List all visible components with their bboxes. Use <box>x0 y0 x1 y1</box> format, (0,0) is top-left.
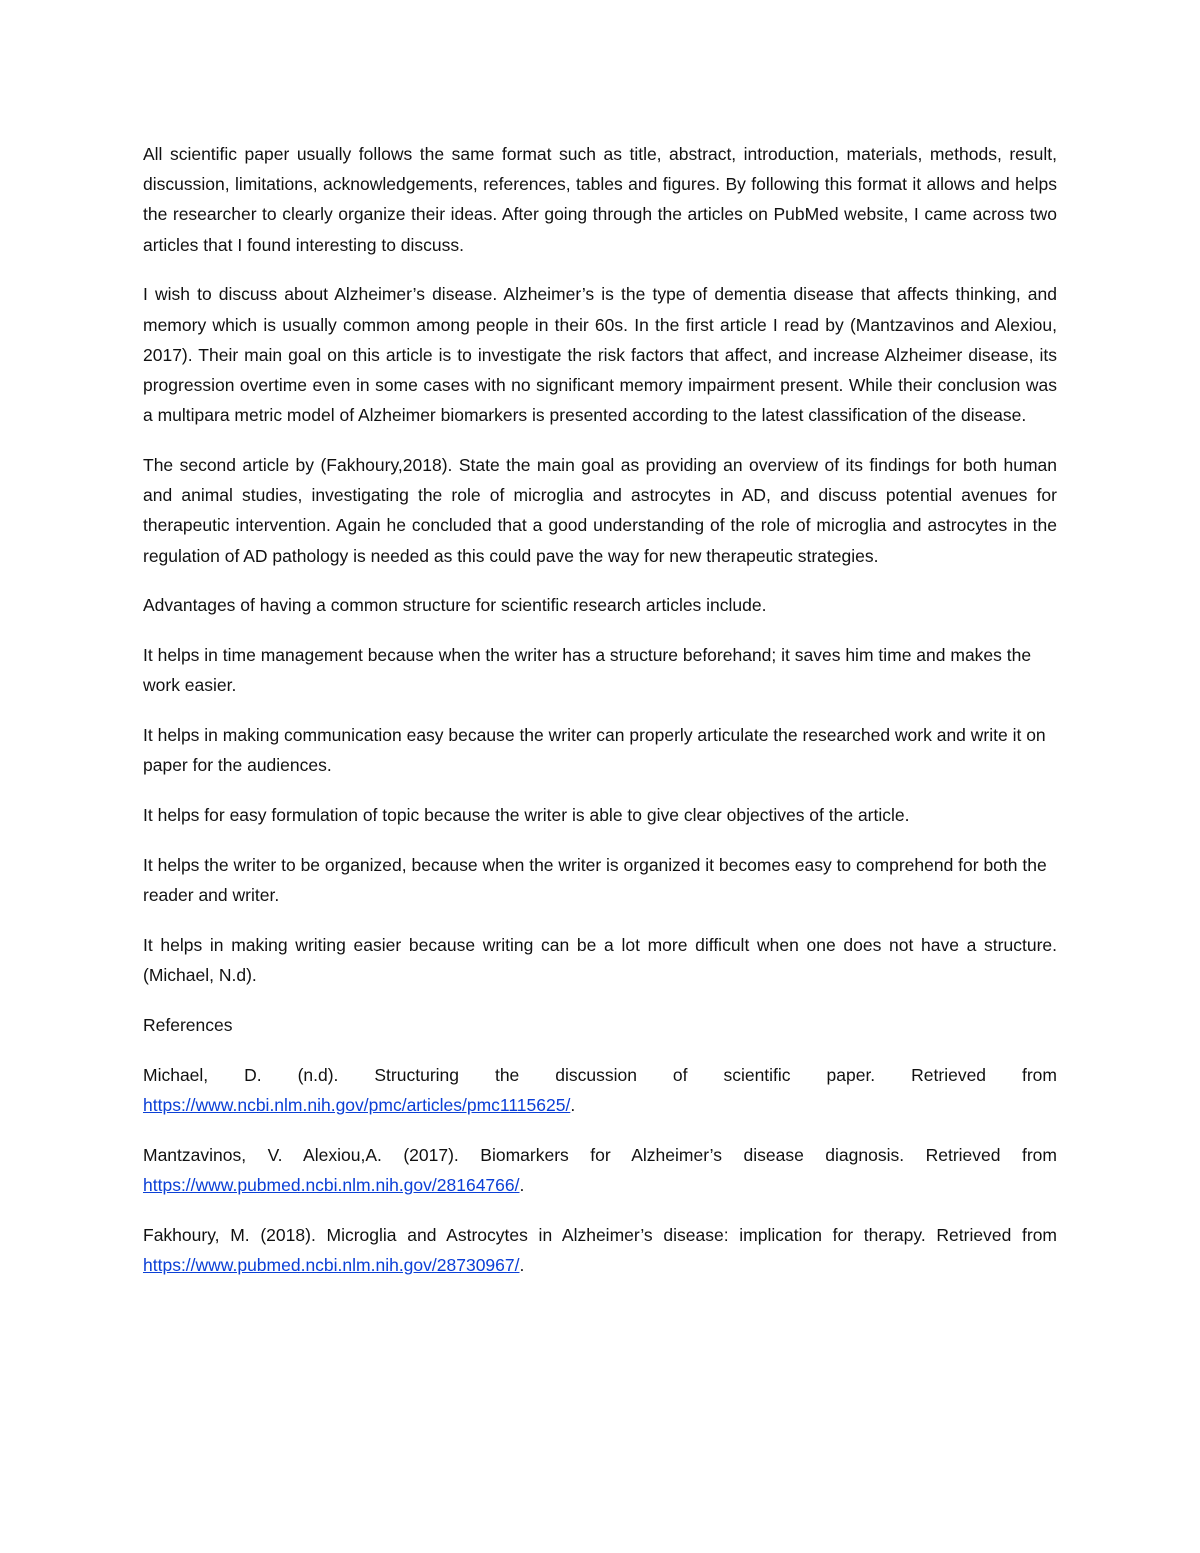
paragraph-advantage-time: It helps in time management because when the writer has a structure beforehand; it saves him time and makes the work easier. <box>143 645 1032 696</box>
paragraph-advantage-communication: It helps in making communication easy because the writer can properly articulate the researched work and write it on paper for the audiences. <box>143 725 1046 776</box>
reference-link[interactable]: https://www.pubmed.ncbi.nlm.nih.gov/28164766/ <box>143 1175 520 1196</box>
reference-item <box>143 1140 1057 1200</box>
reference-item <box>143 1060 1057 1120</box>
paragraph-advantage-organized: It helps the writer to be organized, because when the writer is organized it becomes easy to comprehend for both the reader and writer. <box>143 855 1047 906</box>
reference-item <box>143 1220 1057 1280</box>
reference-text: Mantzavinos, V. Alexiou,A. (2017). Biomarkers for Alzheimer’s disease diagnosis. Retrieved from <box>143 1144 1057 1165</box>
reference-end: . <box>519 1255 525 1276</box>
paragraph-intro: All scientific paper usually follows the same format such as title, abstract, introduction, materials, methods, result, discussion, limitations, acknowledgements, references, tables and figures. By following this format it allows and helps the researcher to clearly organize their ideas. After going through the articles on PubMed website, I came across two articles that I found interesting to discuss. <box>143 144 1057 255</box>
paragraph-advantage-writing: It helps in making writing easier because writing can be a lot more difficult when one does not have a structure.(Michael, N.d). <box>143 935 1057 986</box>
reference-end: . <box>570 1095 576 1116</box>
reference-end: . <box>519 1175 525 1196</box>
paragraph-first-article: I wish to discuss about Alzheimer’s disease. Alzheimer’s is the type of dementia disease that affects thinking, and memory which is usually common among people in their 60s. In the first article I read by (Mantzavinos and Alexiou, 2017). Their main goal on this article is to investigate the risk factors that affect, and increase Alzheimer disease, its progression overtime even in some cases with no significant memory impairment present. While their conclusion was a multipara metric model of Alzheimer biomarkers is presented according to the latest classification of the disease. <box>143 284 1057 426</box>
references-heading: References <box>143 1015 233 1036</box>
paragraph-second-article: The second article by (Fakhoury,2018). State the main goal as providing an overview of its findings for both human and animal studies, investigating the role of microglia and astrocytes in AD, and discuss potential avenues for therapeutic intervention. Again he concluded that a good understanding of the role of microglia and astrocytes in the regulation of AD pathology is needed as this could pave the way for new therapeutic strategies. <box>143 455 1057 566</box>
paragraph-advantage-formulation: It helps for easy formulation of topic because the writer is able to give clear objectives of the article. <box>143 805 910 826</box>
document-page <box>143 139 1057 1300</box>
paragraph-advantages-intro: Advantages of having a common structure for scientific research articles include. <box>143 595 767 616</box>
reference-link[interactable]: https://www.ncbi.nlm.nih.gov/pmc/articles/pmc1115625/ <box>143 1095 571 1116</box>
reference-text: Fakhoury, M. (2018). Microglia and Astrocytes in Alzheimer’s disease: implication for therapy. Retrieved from <box>143 1224 1057 1245</box>
reference-text: Michael, D. (n.d). Structuring the discussion of scientific paper. Retrieved from <box>143 1064 1057 1085</box>
reference-link[interactable]: https://www.pubmed.ncbi.nlm.nih.gov/28730967/ <box>143 1255 520 1276</box>
